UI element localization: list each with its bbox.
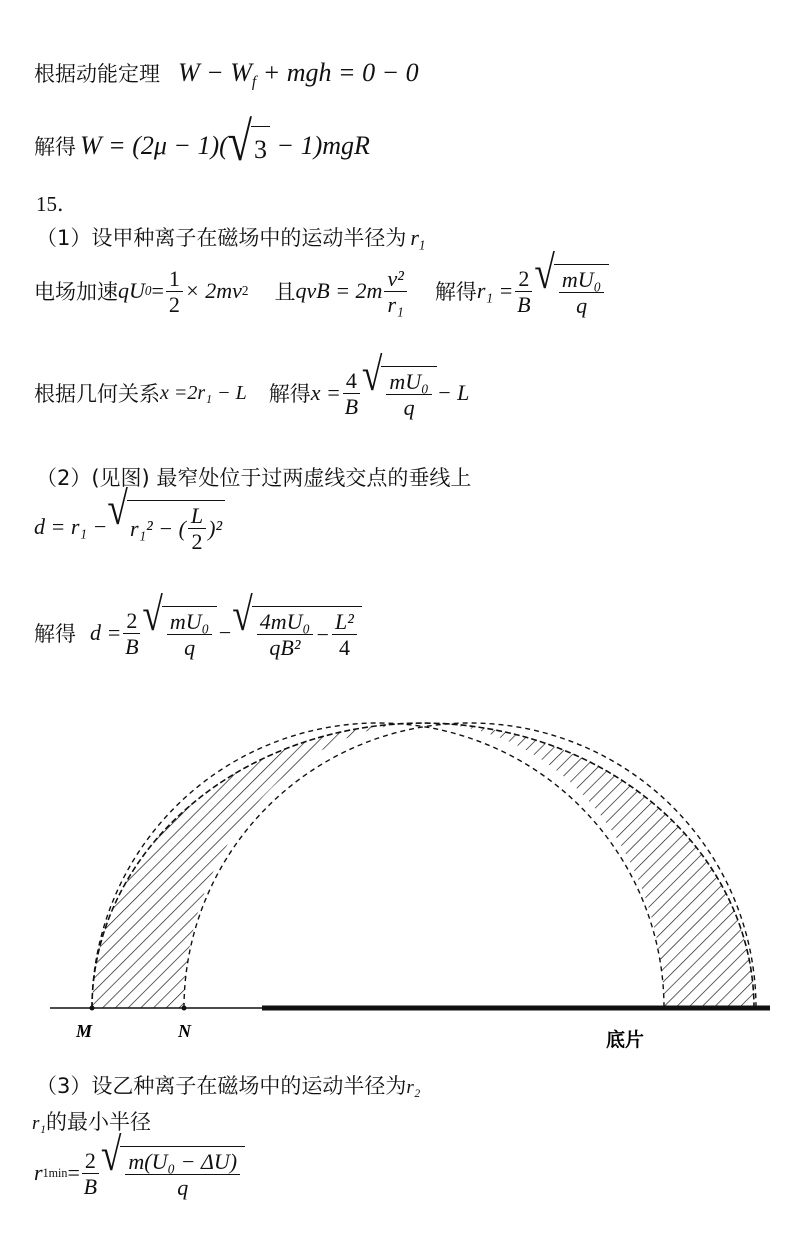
fraction [343,368,360,420]
frac-num: 2 [123,608,140,634]
eq-part: − [217,620,233,646]
frac-num: 2 [515,266,532,292]
equation-d-solved [90,589,362,661]
text-cn: 电场加速 [34,280,118,305]
fraction [82,1148,99,1200]
text-cn: 的最小半径 [46,1110,151,1134]
label-film: 底片 [606,1029,645,1051]
equation-r1 [476,247,610,319]
frac-num: 1 [166,266,183,292]
point-n [182,1006,187,1011]
fraction [167,609,212,661]
var-sub: 1 [418,237,426,253]
sqrt: √ $\frac{\text{4mU₀}}{\text{qB²}}$ − $\frac{\text{L²}}{4}$ [232,606,362,661]
var-r2: r₂ [406,1077,421,1098]
frac-num: mU₀ [386,369,431,395]
fraction [384,266,406,318]
sqrt: √ $\frac{\text{mU₀}}{q}$ [142,606,217,661]
fraction [515,266,532,318]
text-cn: 解得 [434,280,477,305]
point-m [90,1006,95,1011]
sqrt-body [162,606,217,661]
frac-den: q [403,395,415,421]
frac-den: B [344,393,359,419]
frac-num: mU₀ [167,609,212,635]
text-cn: 解得 [34,135,76,160]
eq-part: × 2mv [184,278,242,304]
frac-den: q [177,1175,189,1201]
solution-w-line [34,111,370,173]
equation [80,111,370,173]
eq-part: r₁² − ( [129,515,186,541]
sqrt: √ $\frac{\text{m(U₀ − ΔU)}}{q}$ [101,1146,245,1201]
eq-sub: f [251,73,257,91]
var-r1: r₁ [32,1113,46,1134]
sqrt-body [554,264,609,319]
var-r1 [410,225,426,253]
fraction [559,267,604,319]
part1-intro [36,222,426,254]
eq-sub: 1min [42,1165,68,1180]
text-cn: 根据几何关系 [34,382,160,407]
text-cn: （2）(见图) 最窄处位于过两虚线交点的垂线上 [36,466,472,490]
equation-energy [118,266,249,318]
equation-r1min [34,1129,245,1201]
eq-part: W − W [178,58,252,87]
eq-part: W = (2μ − 1)( [80,131,228,161]
frac-num: m(U₀ − ΔU) [125,1149,240,1175]
equation-x: x =2r₁ − L [160,381,247,404]
eq-part: r [34,1160,43,1186]
text-cn: 解得 [268,382,311,407]
trajectory-figure [0,690,800,1060]
label-m: M [76,1021,93,1041]
sqrt-body [381,366,436,421]
eq-part: − L [436,380,470,406]
equation-x-solved [310,349,470,421]
fraction [125,1149,240,1201]
eq-part: = [151,278,164,304]
eq-part: − 1)mgR [270,131,370,161]
frac-den: q [184,635,196,661]
eq-part: d = [90,620,122,646]
text-cn: 根据动能定理 [34,62,160,86]
hatched-region [92,723,754,1008]
label-n: N [178,1021,191,1041]
var: r [410,225,419,250]
eq-sub: 0 [144,283,152,299]
frac-num: 4mU₀ [257,609,313,635]
sqrt: √ 3 [228,126,270,170]
min-radius-line [32,1106,151,1136]
text-cn: （1）设甲种离子在磁场中的运动半径为 [36,226,407,250]
sqrt-body: 3 [251,126,270,170]
sqrt: √ $\frac{\text{mU₀}}{q}$ [362,366,437,421]
frac-den: B [517,291,531,317]
frac-den: q [576,293,588,319]
frac-den: B [83,1173,98,1199]
eq-part: qvB = 2m [295,278,383,304]
frac-num: L² [332,609,357,635]
eq-part: = [67,1160,80,1186]
frac-num: 4 [343,368,360,394]
kinetic-energy-line [34,58,419,91]
sqrt-body [120,1146,245,1201]
part3-intro [36,1070,420,1100]
problem-number [36,188,78,218]
number-text: 15． [36,192,78,216]
frac-num: mU₀ [559,267,604,293]
equation-lorentz [296,266,409,318]
geometry-line [34,349,470,421]
eq-part: − [315,621,331,647]
frac-num: 2 [82,1148,99,1174]
frac-den: 4 [338,635,350,661]
frac-den: B [125,633,139,659]
sqrt: √ $\frac{\text{mU₀}}{q}$ [534,264,609,319]
sqrt-body [252,606,362,661]
equation-d [34,483,225,555]
eq-part: d = r₁ − [34,514,108,540]
frac-den: 2 [191,529,203,555]
width-formula-line [34,483,225,555]
fraction [332,609,357,661]
frac-den: r₁ [387,291,404,317]
fraction [188,503,206,555]
equation [178,58,419,91]
part2-intro [36,462,471,492]
frac-num: v² [384,266,406,292]
fraction [386,369,431,421]
sqrt: √ r₁² − ( $\frac{L}{2}$ )² [107,500,225,555]
text-cn: 解得 [34,622,76,647]
eq-part: + mgh = 0 − 0 [256,58,419,87]
fraction [257,609,313,661]
eq-sup: 2 [241,283,249,299]
eq-part: x = [310,380,341,406]
frac-den: 2 [168,291,180,317]
sqrt-body [127,500,225,555]
r1min-line [34,1129,245,1201]
frac-den: qB² [269,635,301,661]
eq-part: qU [118,278,145,304]
fraction [123,608,140,660]
acceleration-line [34,247,609,319]
text-cn: （3）设乙种离子在磁场中的运动半径为 [36,1074,407,1098]
fraction [166,266,183,318]
eq-part: )² [208,515,223,541]
text-cn: 且 [274,280,296,305]
width-solution-line [34,589,362,661]
frac-num: L [188,503,206,529]
eq-part: r₁ = [476,278,514,304]
